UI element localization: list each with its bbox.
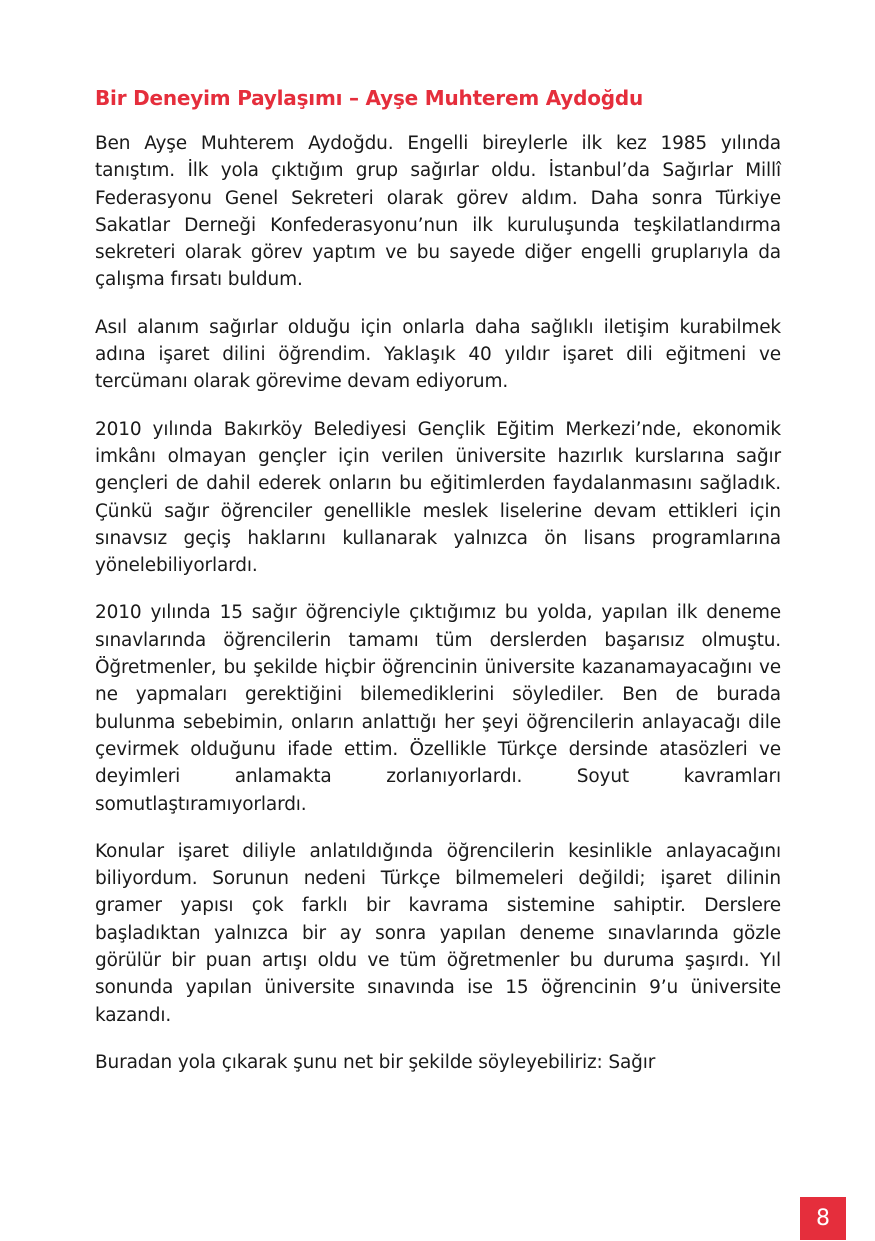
page-content (95, 84, 781, 1096)
paragraph-2: Asıl alanım sağırlar olduğu için onlarla daha sağlıklı iletişim kurabilmek adına işaret dilini öğrendim. Yaklaşık 40 yıldır işaret dili eğitmeni ve tercümanı olarak görevime devam ediyorum. (95, 316, 781, 393)
paragraph-1: Ben Ayşe Muhterem Aydoğdu. Engelli bireylerle ilk kez 1985 yılında tanıştım. İlk yola çıktığım grup sağırlar oldu. İstanbul’da Sağırlar Millî Federasyonu Genel Sekreteri olarak görev aldım. Daha sonra Türkiye Sakatlar Derneği Konfederasyonu’nun ilk kuruluşunda teşkilatlandırma sekreteri olarak görev yaptım ve bu sayede diğer engelli gruplarıyla da çalışma fırsatı buldum. (95, 133, 781, 291)
paragraph-6: Buradan yola çıkarak şunu net bir şekilde söyleyebiliriz: Sağır (95, 1051, 656, 1073)
paragraph-3: 2010 yılında Bakırköy Belediyesi Gençlik Eğitim Merkezi’nde, ekonomik imkânı olmayan gençler için verilen üniversite hazırlık kurslarına sağır gençleri de dahil ederek onların bu eğitimlerden faydalanmasını sağladık. Çünkü sağır öğrenciler genellikle meslek liselerine devam ettikleri için sınavsız geçiş haklarını kullanarak yalnızca ön lisans programlarına yönelebiliyorlardı. (95, 418, 781, 577)
page-title: Bir Deneyim Paylaşımı – Ayşe Muhterem Aydoğdu (95, 86, 644, 110)
paragraph-5: Konular işaret diliyle anlatıldığında öğrencilerin kesinlikle anlayacağını biliyordum. Sorunun nedeni Türkçe bilmemeleri değildi; işaret dilinin gramer yapısı çok farklı bir kavrama sistemine sahiptir. Derslere başladıktan yalnızca bir ay sonra yapılan deneme sınavlarında gözle görülür bir puan artışı oldu ve tüm öğretmenler bu duruma şaşırdı. Yıl sonunda yapılan üniversite sınavında ise 15 öğrencinin 9’u üniversite kazandı. (95, 840, 781, 1026)
page-number: 8 (816, 1206, 830, 1231)
page-number-badge (800, 1197, 846, 1240)
paragraph-4: 2010 yılında 15 sağır öğrenciyle çıktığımız bu yolda, yapılan ilk deneme sınavlarında öğrencilerin tamamı tüm derslerden başarısız olmuştu. Öğretmenler, bu şekilde hiçbir öğrencinin üniversite kazanamayacağını ve ne yapmaları gerektiğini bilemediklerini söylediler. Ben de burada bulunma sebebimin, onların anlattığı her şeyi öğrencilerin anlayacağı dile çevirmek olduğunu ifade ettim. Özellikle Türkçe dersinde atasözleri ve deyimleri anlamakta zorlanıyorlardı. Soyut kavramları somutlaştıramıyorlardı. (95, 602, 781, 815)
